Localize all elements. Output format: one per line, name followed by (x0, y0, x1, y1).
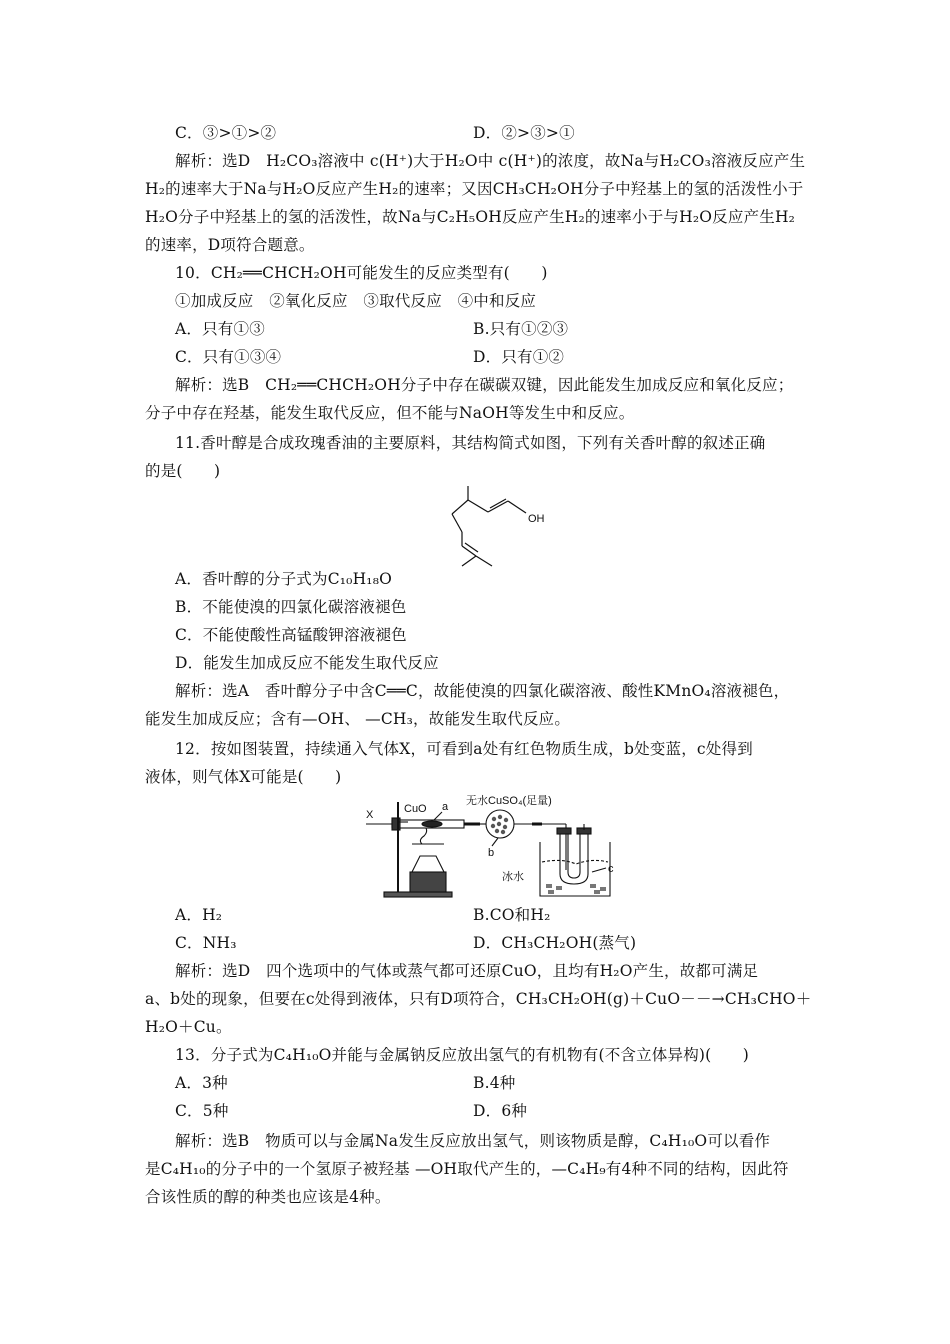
geraniol-bond (488, 501, 508, 512)
geraniol-bond (476, 556, 492, 566)
q11-stem-line-2: 的是( ) (145, 462, 221, 480)
cuo-label: CuO (404, 803, 427, 815)
geraniol-bond (462, 546, 476, 556)
lamp-block (410, 872, 446, 892)
cuo-powder (422, 821, 442, 827)
q10-items: ①加成反应 ②氧化反应 ③取代反应 ④中和反应 (175, 292, 537, 310)
q13-option-b: B.4种 (473, 1074, 516, 1092)
alcohol-lamp (412, 856, 444, 872)
u-tube-inner (568, 832, 580, 878)
q13-stem: 13．分子式为C₄H₁₀O并能与金属钠反应放出氢气的有机物有(不含立体异构)( ) (175, 1046, 750, 1064)
geraniol-bond (508, 501, 526, 513)
q12-option-c: C．NH₃ (175, 934, 237, 952)
geraniol-bond (452, 514, 462, 532)
q11-option-b: B．不能使溴的四氯化碳溶液褪色 (175, 598, 407, 616)
q13-option-d: D．6种 (473, 1102, 528, 1120)
geraniol-bond (462, 556, 476, 566)
q12-stem-line-2: 液体，则气体X可能是( ) (145, 768, 342, 786)
u-tube-stopper (557, 828, 571, 834)
q12-option-b: B.CO和H₂ (473, 906, 551, 924)
ice-water-label: 冰水 (502, 871, 524, 883)
q13-option-a: A．3种 (175, 1074, 228, 1092)
q11-explanation-line-2: 能发生加成反应；含有—OH、 —CH₃，故能发生取代反应。 (145, 710, 571, 728)
q11-explanation-line-1: 解析：选A 香叶醇分子中含C══C，故能使溴的四氯化碳溶液、酸性KMnO₄溶液褪色， (175, 682, 790, 700)
q9-explanation-line-4: 的速率，D项符合题意。 (145, 236, 315, 254)
q11-stem-line-1: 11.香叶醇是合成玫瑰香油的主要原料，其结构简式如图，下列有关香叶醇的叙述正确 (175, 434, 766, 452)
q11-option-c: C．不能使酸性高锰酸钾溶液褪色 (175, 626, 407, 644)
q9-option-d: D．②>③>① (473, 124, 575, 142)
q11-option-d: D．能发生加成反应不能发生取代反应 (175, 654, 439, 672)
q13-explanation-line-1: 解析：选B 物质可以与金属Na发生反应放出氢气，则该物质是醇，C₄H₁₀O可以看作 (175, 1132, 771, 1150)
label-a: a (442, 801, 449, 813)
label-a-pointer (434, 812, 442, 820)
q10-option-c: C．只有①③④ (175, 348, 282, 366)
ice-water-surface (542, 860, 608, 864)
geraniol-bond (452, 500, 468, 514)
q9-explanation-line-3: H₂O分子中羟基上的氢的活泼性，故Na与C₂H₅OH反应产生H₂的速率小于与H₂O反应产生H₂ (145, 208, 796, 226)
q10-stem: 10．CH₂══CHCH₂OH可能发生的反应类型有( ) (175, 264, 548, 282)
q11-option-a: A．香叶醇的分子式为C₁₀H₁₈O (175, 570, 393, 588)
apparatus-figure (362, 792, 632, 902)
q13-explanation-line-2: 是C₄H₁₀的分子中的一个氢原子被羟基 —OH取代产生的，—C₄H₉有4种不同的结构，因此符 (145, 1160, 789, 1178)
q9-option-c: C．③>①>② (175, 124, 277, 142)
q9-explanation-line-2: H₂的速率大于Na与H₂O反应产生H₂的速率；又因CH₃CH₂OH分子中羟基上的氢的活泼性小于 (145, 180, 804, 198)
geraniol-bond (468, 500, 488, 512)
flame (420, 828, 426, 844)
q13-explanation-line-3: 合该性质的醇的种类也应该是4种。 (145, 1188, 391, 1206)
q12-explanation-line-3: H₂O＋Cu。 (145, 1018, 232, 1036)
q10-option-a: A．只有①③ (175, 320, 265, 338)
q10-explanation-line-1: 解析：选B CH₂══CHCH₂OH分子中存在碳碳双键，因此能发生加成反应和氧化反应； (175, 376, 794, 394)
q10-explanation-line-2: 分子中存在羟基，能发生取代反应，但不能与NaOH等发生中和反应。 (145, 404, 635, 422)
q12-stem-line-1: 12．按如图装置，持续通入气体X，可看到a处有红色物质生成，b处变蓝，c处得到 (175, 740, 753, 758)
geraniol-double-bond (465, 543, 478, 552)
q13-option-c: C．5种 (175, 1102, 229, 1120)
cuso4-label: 无水CuSO₄(足量) (466, 795, 552, 807)
label-c: c (608, 863, 614, 875)
u-tube (560, 832, 588, 884)
geraniol-structure-figure (440, 482, 550, 572)
q12-explanation-line-1: 解析：选D 四个选项中的气体或蒸气都可还原CuO，且均有H₂O产生，故都可满足 (175, 962, 759, 980)
q12-option-a: A．H₂ (175, 906, 223, 924)
label-c-pointer (592, 868, 606, 872)
q10-option-b: B.只有①②③ (473, 320, 569, 338)
geraniol-oh-label: OH (528, 513, 545, 525)
gas-x-label: X (366, 809, 374, 821)
q10-option-d: D．只有①② (473, 348, 565, 366)
q9-explanation-line-1: 解析：选D H₂CO₃溶液中 c(H⁺)大于H₂O中 c(H⁺)的浓度，故Na与H₂CO₃溶液反应产生 (175, 152, 806, 170)
label-b: b (488, 847, 495, 859)
q12-option-d: D．CH₃CH₂OH(蒸气) (473, 934, 637, 952)
label-b-pointer (492, 838, 498, 846)
stand-base (384, 892, 452, 897)
q12-explanation-line-2: a、b处的现象，但要在c处得到液体，只有D项符合，CH₃CH₂OH(g)＋CuO－－→CH₃CHO＋ (145, 990, 812, 1008)
